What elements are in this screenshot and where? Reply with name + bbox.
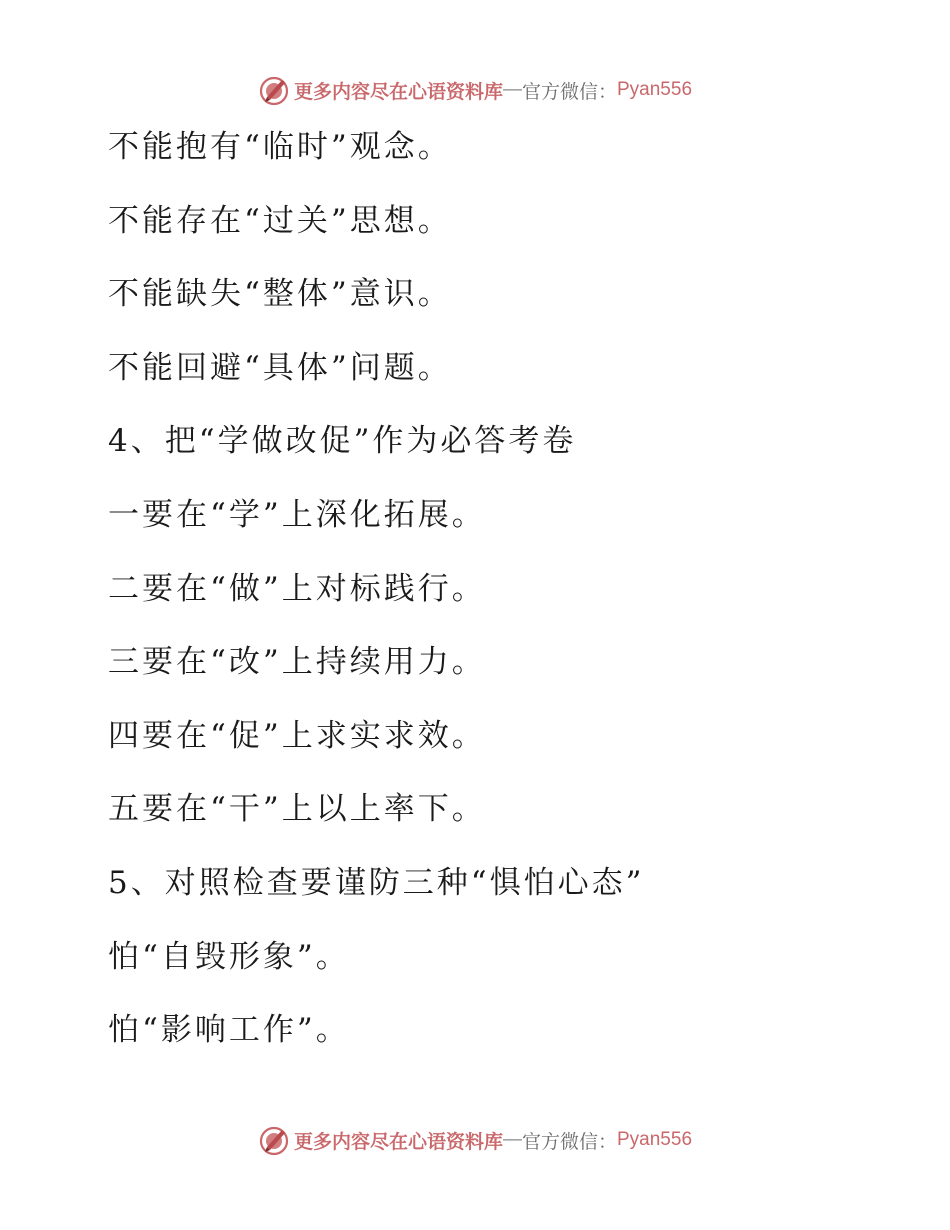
section-heading: 5、对照检查要谨防三种“惧怕心态” xyxy=(108,864,645,901)
text-line: 二要在“做”上对标践行。 xyxy=(108,570,486,607)
banner-wechat-label: 官方微信： xyxy=(521,80,617,103)
pen-logo-icon xyxy=(258,74,290,106)
footer-banner xyxy=(0,1120,950,1160)
text-line: 三要在“改”上持续用力。 xyxy=(108,644,486,681)
banner-dash: — xyxy=(502,1129,522,1150)
text-line: 四要在“促”上求实求效。 xyxy=(108,717,486,754)
section-heading: 4、把“学做改促”作为必答考卷 xyxy=(108,423,577,460)
banner-wechat-id: Pyan556 xyxy=(617,79,693,100)
text-line: 一要在“学”上深化拓展。 xyxy=(108,496,486,533)
pen-logo-icon xyxy=(258,1124,290,1156)
text-line: 怕“自毁形象”。 xyxy=(108,938,350,975)
document-body xyxy=(108,118,888,1075)
text-line: 不能缺失“整体”意识。 xyxy=(108,276,452,313)
banner-wechat-id: Pyan556 xyxy=(617,1129,693,1150)
banner-site-text: 更多内容尽在心语资料库 xyxy=(293,1130,503,1153)
text-line: 不能抱有“临时”观念。 xyxy=(108,129,452,165)
text-line: 不能存在“过关”思想。 xyxy=(108,202,452,239)
header-banner xyxy=(0,70,950,110)
banner-site-text: 更多内容尽在心语资料库 xyxy=(293,80,503,103)
banner-wechat-label: 官方微信： xyxy=(521,1130,617,1153)
text-line: 不能回避“具体”问题。 xyxy=(108,349,452,386)
banner-dash: — xyxy=(502,79,522,100)
text-line: 怕“影响工作”。 xyxy=(108,1012,350,1049)
text-line: 五要在“干”上以上率下。 xyxy=(108,791,486,828)
